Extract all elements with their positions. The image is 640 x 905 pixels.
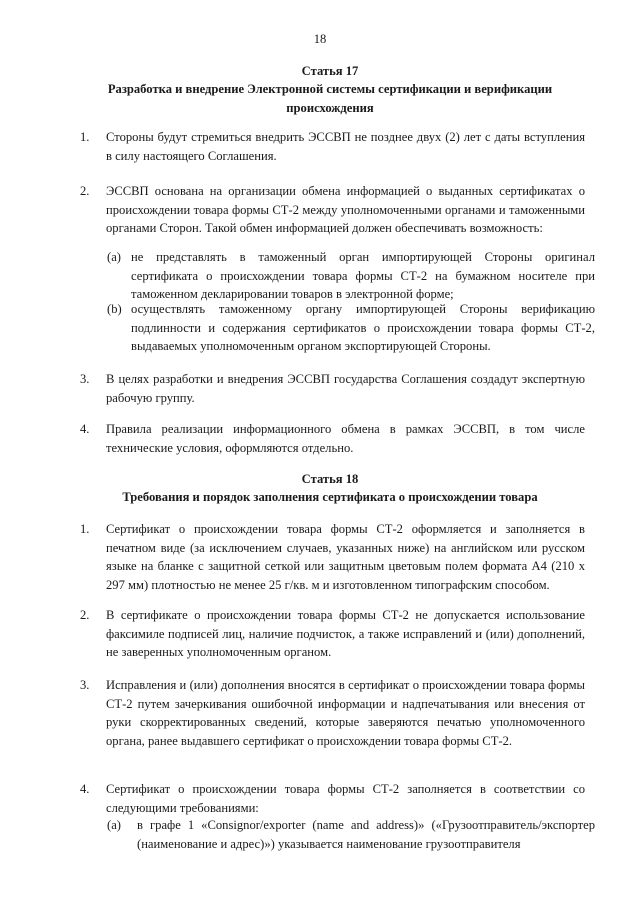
item-text: Сертификат о происхождении товара формы СТ-2 заполняется в соответствии со следующими требованиями: <box>106 782 585 815</box>
subitem-label: (a) <box>107 818 121 832</box>
item-text: В сертификате о происхождении товара формы СТ-2 не допускается использование факсимиле подписей лиц, наличие подчисток, а также исправлений и (или) дополнений, не заверенных уполномоченным органом. <box>106 608 585 659</box>
page-number: 18 <box>313 32 327 46</box>
subitem-text: осуществлять таможенному органу импортирующей Стороны верификацию подлинности и содержания сертификатов о происхождении товара формы СТ-2, выдаваемых уполномоченным органом экспортирующей Стороны. <box>131 302 595 353</box>
item-number: 1. <box>80 130 90 144</box>
article-17-heading: Статья 17 <box>301 64 359 78</box>
subitem-label: (b) <box>107 302 122 316</box>
item-number: 4. <box>80 422 90 436</box>
subitem-text: не представлять в таможенный орган импортирующей Стороны оригинал сертификата о происхождении товара формы СТ-2 на бумажном носителе при таможенном декларировании товаров в электронной форме; <box>131 250 595 301</box>
item-text: Исправления и (или) дополнения вносятся в сертификат о происхождении товара формы СТ-2 путем зачеркивания ошибочной информации и надпечатывания или внесения от руки скорректированных сведений, которые заверяются печатью уполномоченного органа, ранее выдавшего сертификат о происхождении товара формы СТ-2. <box>106 678 585 748</box>
item-number: 4. <box>80 782 90 796</box>
item-text: Стороны будут стремиться внедрить ЭССВП не позднее двух (2) лет с даты вступления в силу настоящего Соглашения. <box>106 130 585 163</box>
item-text: Сертификат о происхождении товара формы СТ-2 оформляется и заполняется в печатном виде (за исключением случаев, указанных ниже) на английском или русском языке на бланке с защитной сеткой или защитным цветовым полем формата А4 (210 х 297 мм) плотностью не менее 25 г/кв. м и изготовленном типографским способом. <box>106 522 585 592</box>
article-18-heading: Статья 18 <box>301 472 359 486</box>
item-number: 3. <box>80 372 90 386</box>
item-number: 1. <box>80 522 90 536</box>
item-text: ЭССВП основана на организации обмена информацией о выданных сертификатах о происхождении товара формы СТ-2 между уполномоченными органами и таможенными органами Сторон. Такой обмен информацией должен обеспечивать возможность: <box>106 184 585 235</box>
item-number: 2. <box>80 608 90 622</box>
subitem-label: (a) <box>107 250 121 264</box>
article-18-title: Требования и порядок заполнения сертификата о происхождении товара <box>122 490 538 504</box>
subitem-text: в графе 1 «Consignor/exporter (name and address)» («Грузоотправитель/экспортер (наименование и адрес)») указывается наименование грузоотправителя <box>137 818 595 851</box>
item-text: В целях разработки и внедрения ЭССВП государства Соглашения создадут экспертную рабочую группу. <box>106 372 585 405</box>
item-number: 3. <box>80 678 90 692</box>
item-text: Правила реализации информационного обмена в рамках ЭССВП, в том числе технические условия, оформляются отдельно. <box>106 422 585 455</box>
item-number: 2. <box>80 184 90 198</box>
article-17-title: Разработка и внедрение Электронной системы сертификации и верификации происхождения <box>107 82 553 115</box>
